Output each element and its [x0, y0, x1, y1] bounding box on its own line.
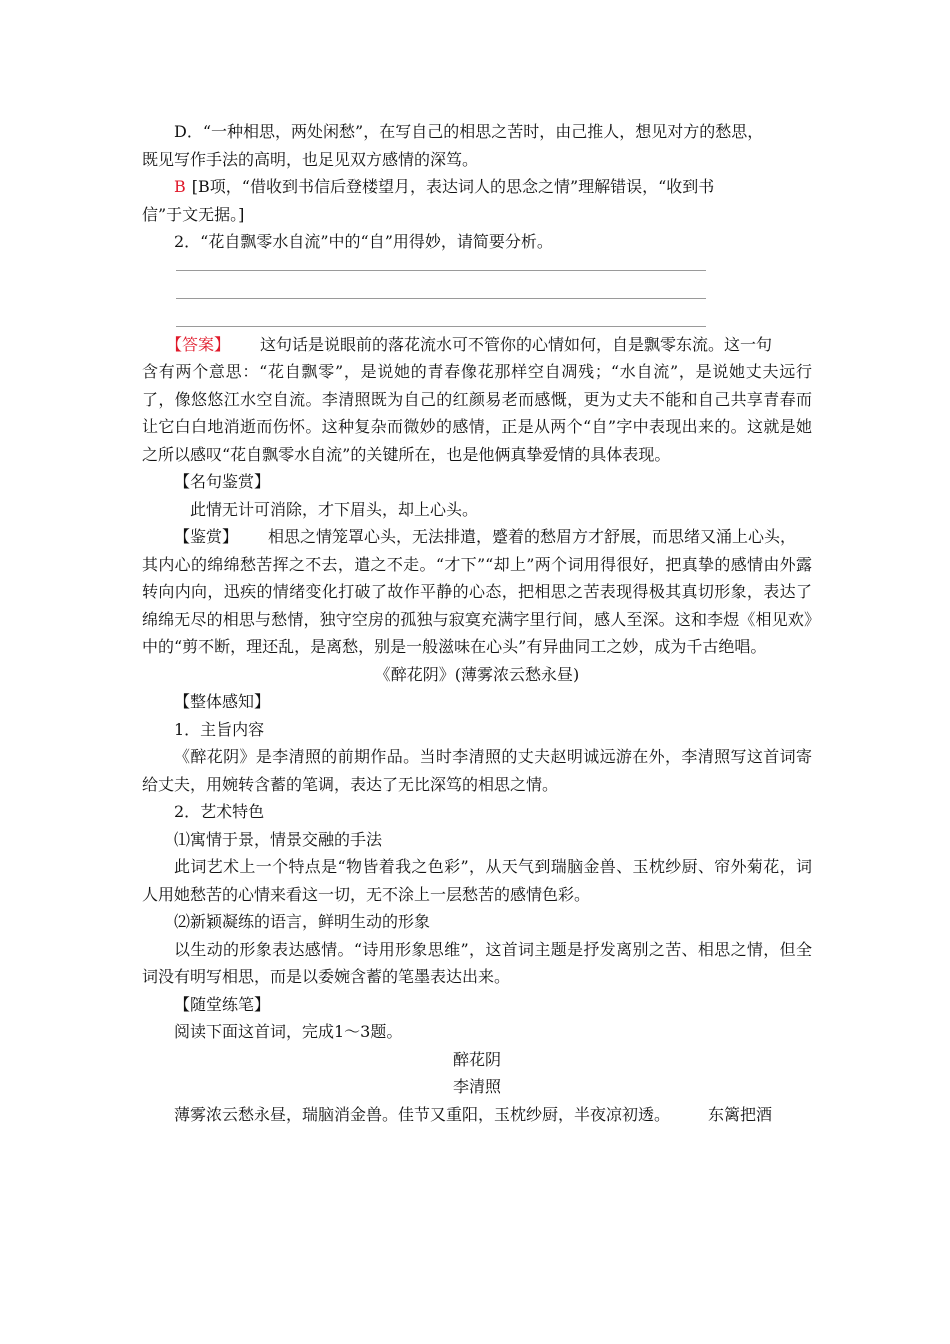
- art2-text: 以生动的形象表达感情。“诗用形象思维”，这首词主题是抒发离别之苦、相思之情，但全词没有明写相思，而是以委婉含蓄的笔墨表达出来。: [142, 939, 812, 986]
- poem-line-1: 薄雾浓云愁永昼，瑞脑消金兽。佳节又重阳，玉枕纱厨，半夜凉初透。 东篱把酒: [174, 1104, 773, 1124]
- answer-line-2: [176, 298, 706, 299]
- poem-author: 李清照: [452, 1077, 501, 1096]
- answer-q1: [142, 173, 812, 201]
- answer-q2-first: 【答案】 这句话是说眼前的落花流水可不管你的心情如何，自是飘零东流。这一句: [166, 334, 773, 354]
- art1-text: 此词艺术上一个特点是“物皆着我之色彩”，从天气到瑞脑金兽、玉枕纱厨、帘外菊花，词人用她愁苦的心情来看这一切，无不涂上一层愁苦的感情色彩。: [142, 857, 812, 904]
- option-d-line2: 既见写作手法的高明，也足见双方感情的深笃。: [142, 149, 479, 169]
- appraisal-first: 【鉴赏】 相思之情笼罩心头，无法排遣，蹙着的愁眉方才舒展，而思绪又涌上心头，: [174, 527, 797, 546]
- answer-letter: B: [174, 177, 186, 196]
- document-page: [142, 118, 812, 1128]
- appraisal-body: 其内心的绵绵愁苦挥之不去，遣之不走。“才下”“却上”两个词用得很好，把真挚的感情由外露转向内向，迅疾的情绪变化打破了故作平静的心态，把相思之苦表现得极其真切形象，表达了绵绵无尽的相思与愁情，独守空房的孤独与寂寞充满字里行间，感人至深。这和李煜《相见欢》中的“剪不断，理还乱，是离愁，别是一般滋味在心头”有异曲同工之妙，成为千古绝唱。: [142, 554, 812, 656]
- theme-text: 《醉花阴》是李清照的前期作品。当时李清照的丈夫赵明诚远游在外，李清照写这首词寄给丈夫，用婉转含蓄的笔调，表达了无比深笃的相思之情。: [142, 747, 812, 794]
- answer-line-3: [176, 326, 706, 327]
- section-title: 《醉花阴》(薄雾浓云愁永昼): [374, 664, 580, 684]
- practice-heading: 【随堂练笔】: [174, 994, 271, 1014]
- art-heading: 2．艺术特色: [174, 802, 265, 821]
- answer-q2-body: 含有两个意思：“花自飘零”，是说她的青春像花那样空自凋残；“水自流”，是说她丈夫远行了，像悠悠江水空自流。李清照既为自己的红颜易老而感慨，更为丈夫不能和自己共享青春而让它白白地消逝而伤怀。这种复杂而微妙的感情，正是从两个“自”字中表现出来的。这就是她之所以感叹“花自飘零水自流”的关键所在，也是他俩真挚爱情的具体表现。: [142, 362, 812, 464]
- option-d-line1: D．“一种相思，两处闲愁”，在写自己的相思之苦时，由己推人，想见对方的愁思，: [174, 122, 764, 141]
- answer-line-1: [176, 270, 706, 271]
- answer-label: 【答案】: [166, 334, 231, 354]
- answer-q1-line1: [B项，“借收到书信后登楼望月，表达词人的思念之情”理解错误，“收到书: [191, 177, 715, 196]
- famous-heading: 【名句鉴赏】: [174, 472, 271, 491]
- practice-instruction: 阅读下面这首词，完成1～3题。: [174, 1022, 403, 1041]
- answer-lines: [142, 256, 812, 327]
- famous-quote: 此情无计可消除，才下眉头，却上心头。: [190, 499, 479, 519]
- theme-heading: 1．主旨内容: [174, 719, 265, 739]
- art1-heading: ⑴寓情于景，情景交融的手法: [174, 829, 383, 849]
- art2-heading: ⑵新颖凝练的语言，鲜明生动的形象: [174, 912, 431, 931]
- question-2: 2．“花自飘零水自流”中的“自”用得妙，请简要分析。: [174, 232, 553, 251]
- appraisal-label: 【鉴赏】: [174, 527, 239, 546]
- overall-heading: 【整体感知】: [174, 692, 271, 711]
- answer-q1-line2: 信”于文无据。]: [142, 204, 245, 224]
- poem-title: 醉花阴: [452, 1049, 501, 1069]
